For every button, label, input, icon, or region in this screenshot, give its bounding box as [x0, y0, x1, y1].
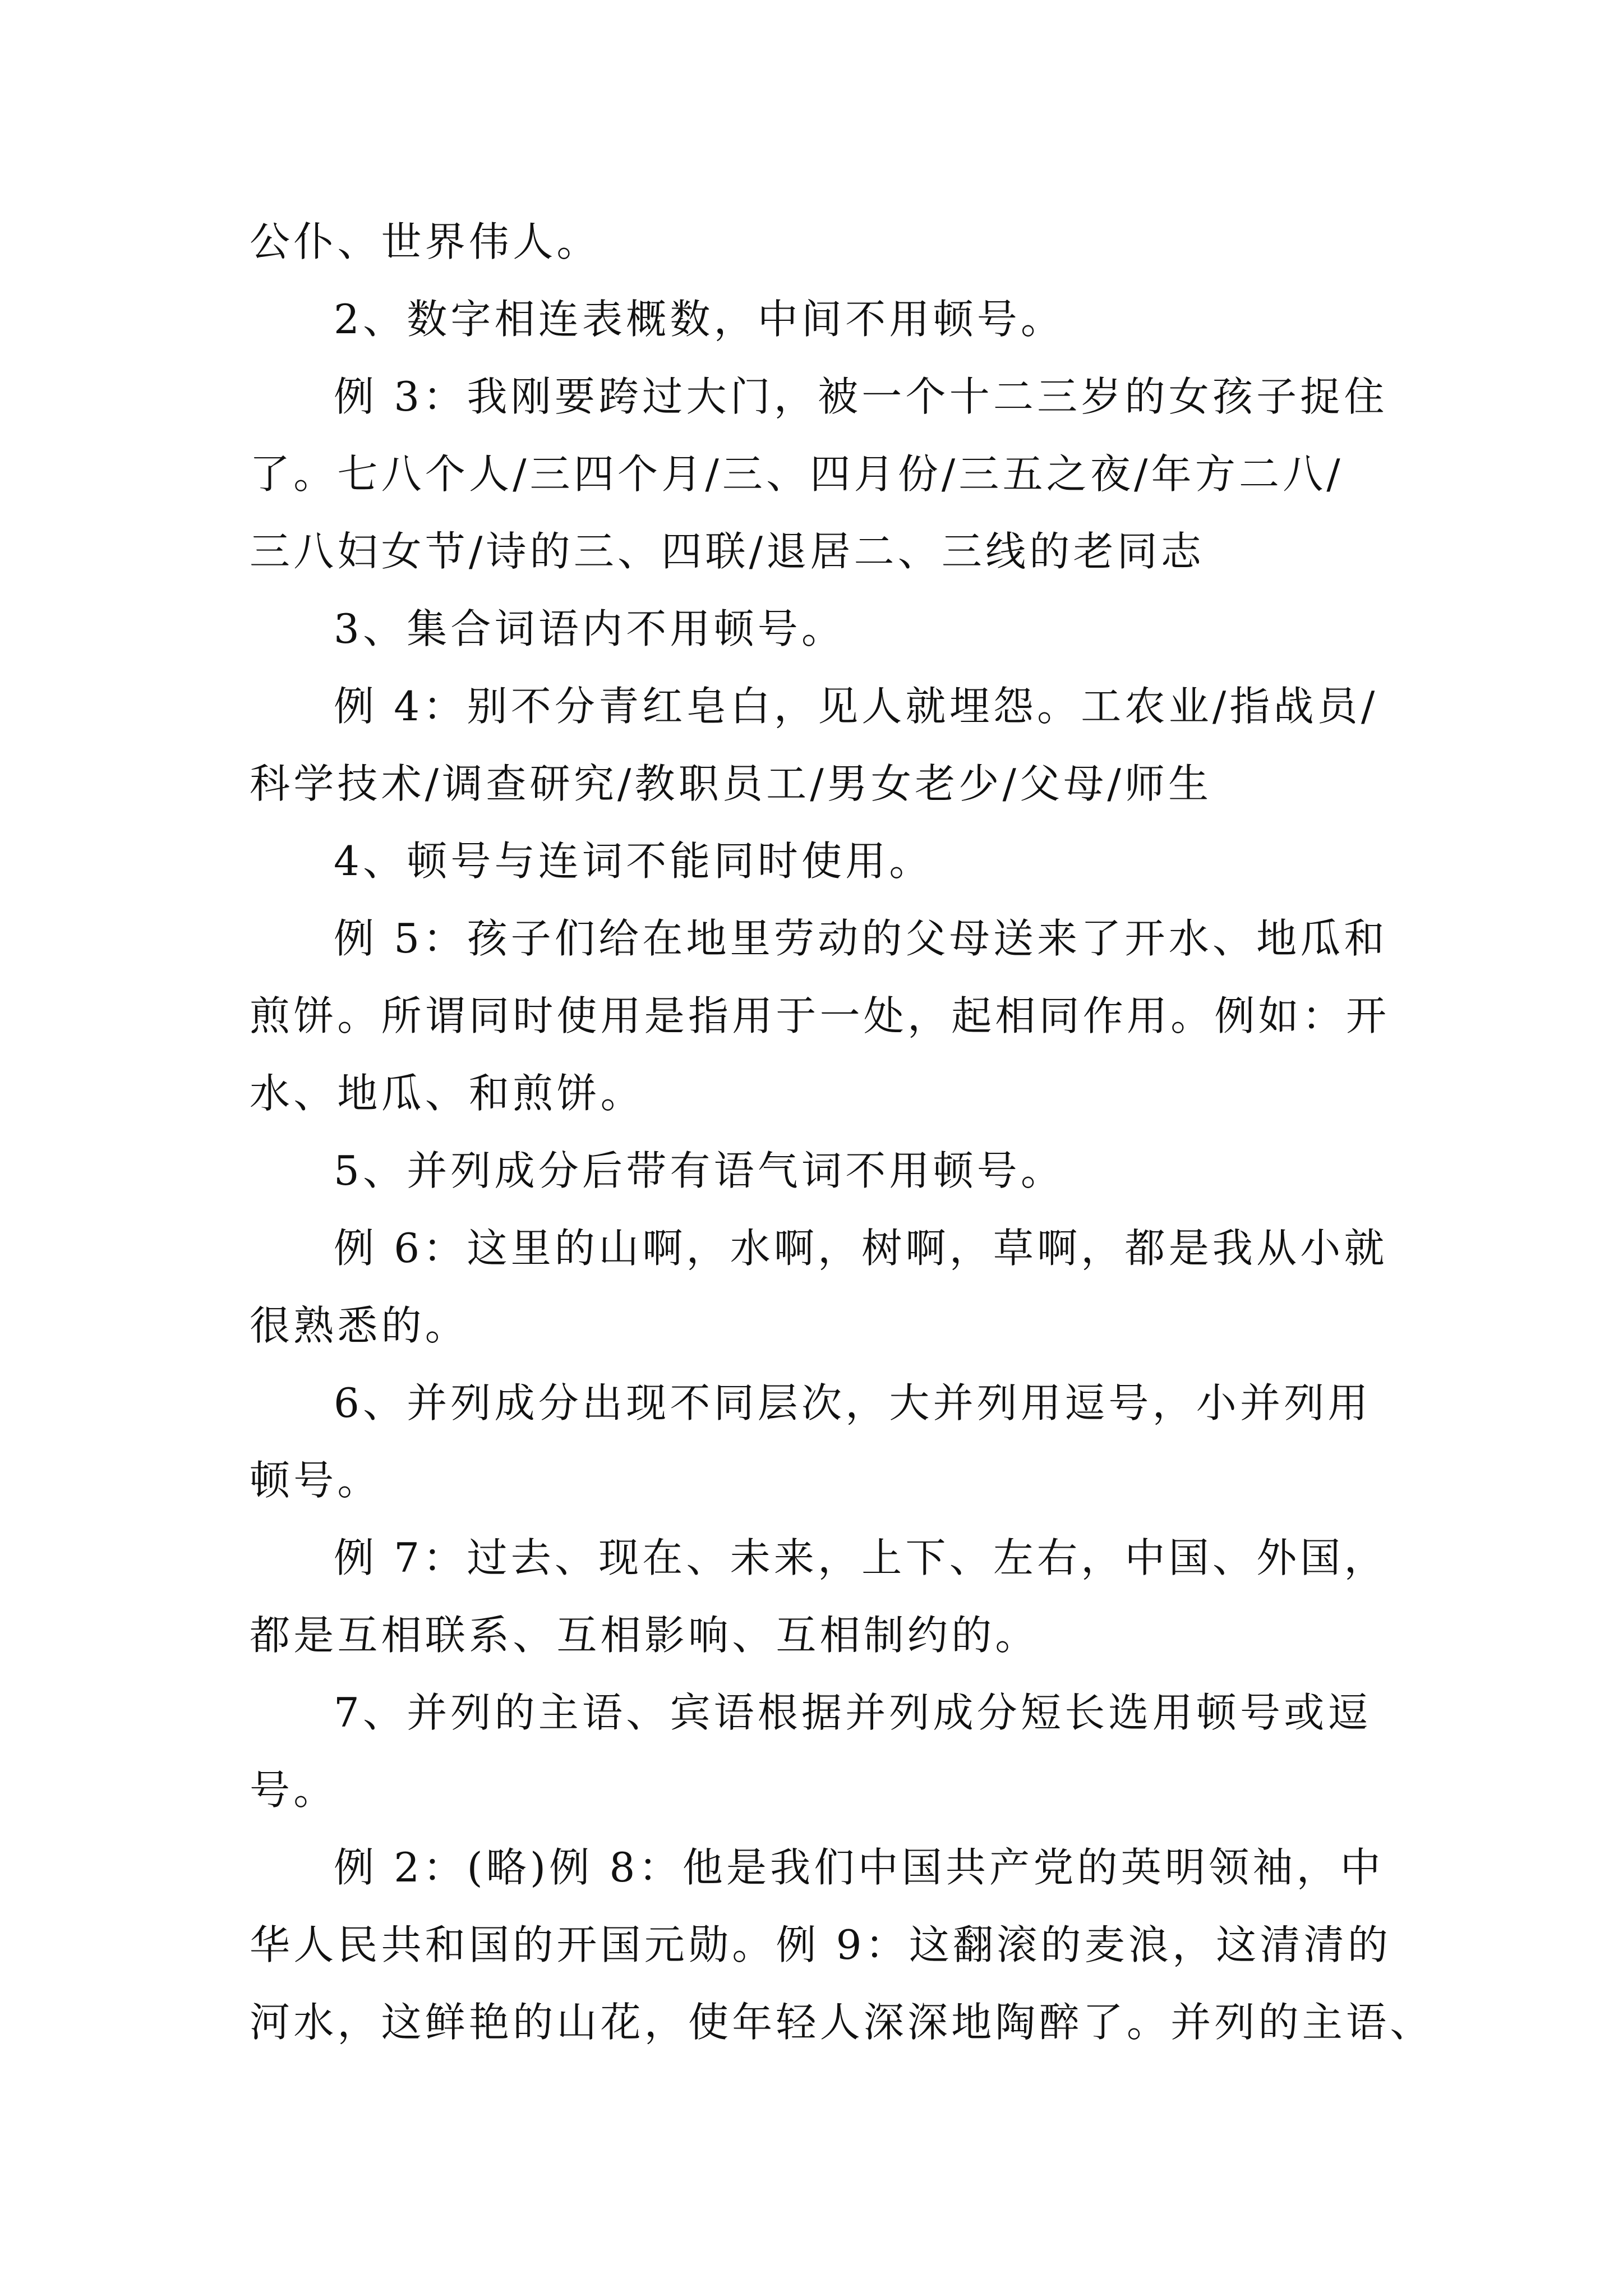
text-line: 3、集合词语内不用顿号。 [334, 605, 846, 652]
text-line: 号。 [250, 1766, 338, 1814]
text-line: 7、并列的主语、宾语根据并列成分短长选用顿号或逗 [334, 1689, 1372, 1736]
text-line: 都是互相联系、互相影响、互相制约的。 [250, 1612, 1039, 1659]
text-line: 公仆、世界伟人。 [250, 218, 601, 265]
text-line: 例 4：别不分青红皂白，见人就埋怨。工农业/指战员/ [334, 683, 1378, 730]
text-line: 5、并列成分后带有语气词不用顿号。 [334, 1147, 1065, 1194]
text-line: 科学技术/调查研究/教职员工/男女老少/父母/师生 [250, 760, 1212, 807]
text-line: 例 3：我刚要跨过大门，被一个十二三岁的女孩子捉住 [334, 373, 1388, 420]
text-line: 河水，这鲜艳的山花，使年轻人深深地陶醉了。并列的主语、 [250, 1999, 1434, 2046]
text-line: 例 7：过去、现在、未来，上下、左右，中国、外国， [334, 1534, 1388, 1581]
text-line: 例 6：这里的山啊，水啊，树啊，草啊，都是我从小就 [334, 1225, 1388, 1272]
text-line: 了。七八个人/三四个月/三、四月份/三五之夜/年方二八/ [250, 450, 1344, 498]
text-line: 水、地瓜、和煎饼。 [250, 1070, 644, 1117]
text-line: 例 5：孩子们给在地里劳动的父母送来了开水、地瓜和 [334, 915, 1388, 962]
text-line: 三八妇女节/诗的三、四联/退居二、三线的老同志 [250, 528, 1205, 575]
text-line: 2、数字相连表概数，中间不用顿号。 [334, 296, 1065, 343]
document-body [250, 203, 1434, 2061]
text-line: 很熟悉的。 [250, 1302, 469, 1349]
text-line: 例 2：(略)例 8：他是我们中国共产党的英明领袖，中 [334, 1844, 1384, 1891]
text-line: 顿号。 [250, 1457, 381, 1504]
text-line: 华人民共和国的开国元勋。例 9：这翻滚的麦浪，这清清的 [250, 1921, 1392, 1968]
text-line: 煎饼。所谓同时使用是指用于一处，起相同作用。例如：开 [250, 992, 1390, 1039]
text-line: 6、并列成分出现不同层次，大并列用逗号，小并列用 [334, 1379, 1372, 1427]
text-line: 4、顿号与连词不能同时使用。 [334, 838, 933, 885]
